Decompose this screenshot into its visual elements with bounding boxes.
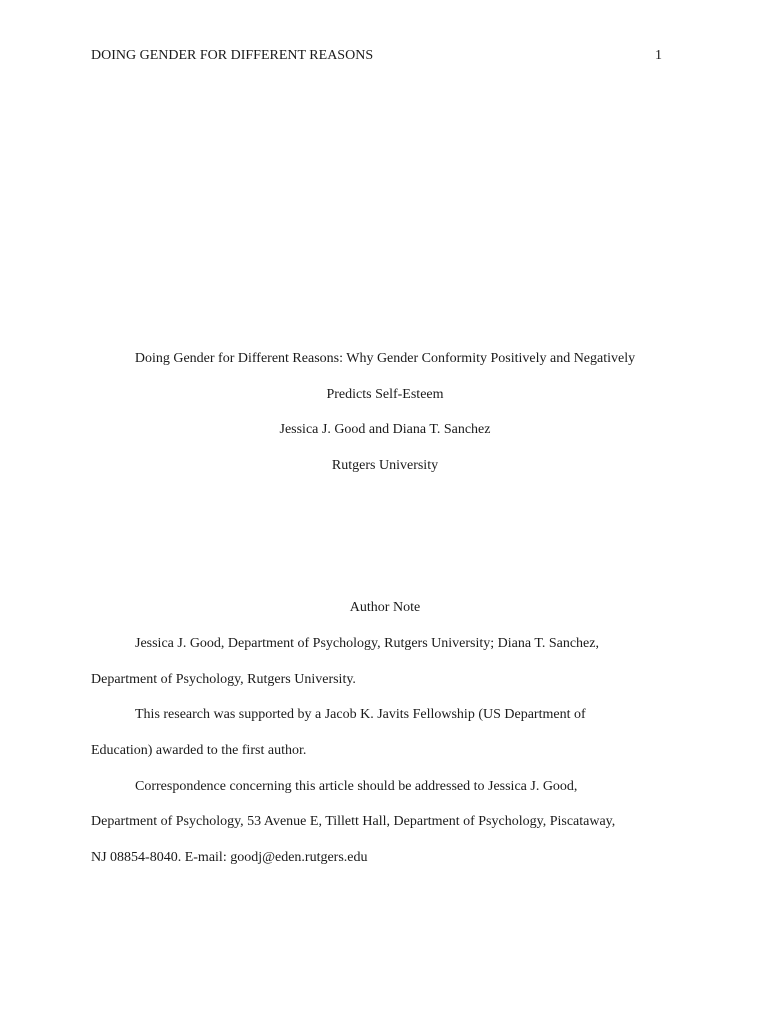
running-head — [91, 46, 662, 66]
author-note-line: Jessica J. Good, Department of Psychology, Rutgers University; Diana T. Sanchez, — [135, 636, 599, 651]
author-note-line: Department of Psychology, Rutgers University. — [91, 671, 356, 687]
author-note-line: Department of Psychology, 53 Avenue E, Tillett Hall, Department of Psychology, Piscataway, — [91, 814, 616, 830]
author-note-line: NJ 08854-8040. E-mail: goodj@eden.rutgers.edu — [91, 850, 368, 866]
title-block — [91, 349, 679, 492]
author-note-line: This research was supported by a Jacob K. Javits Fellowship (US Department of — [135, 707, 586, 723]
author-names: Jessica J. Good and Diana T. Sanchez — [279, 422, 491, 438]
running-head-title: DOING GENDER FOR DIFFERENT REASONS — [91, 48, 374, 63]
author-note-body — [91, 634, 679, 884]
author-affiliation: Rutgers University — [331, 458, 439, 474]
author-note-heading: Author Note — [349, 600, 421, 615]
paper-title-line-1: Doing Gender for Different Reasons: Why Gender Conformity Positively and Negatively — [134, 351, 636, 366]
author-note-line: Correspondence concerning this article should be addressed to Jessica J. Good, — [135, 778, 578, 794]
author-note-line: Education) awarded to the first author. — [91, 743, 307, 759]
page-number: 1 — [655, 48, 662, 63]
paper-title-line-2: Predicts Self-Esteem — [326, 386, 444, 402]
